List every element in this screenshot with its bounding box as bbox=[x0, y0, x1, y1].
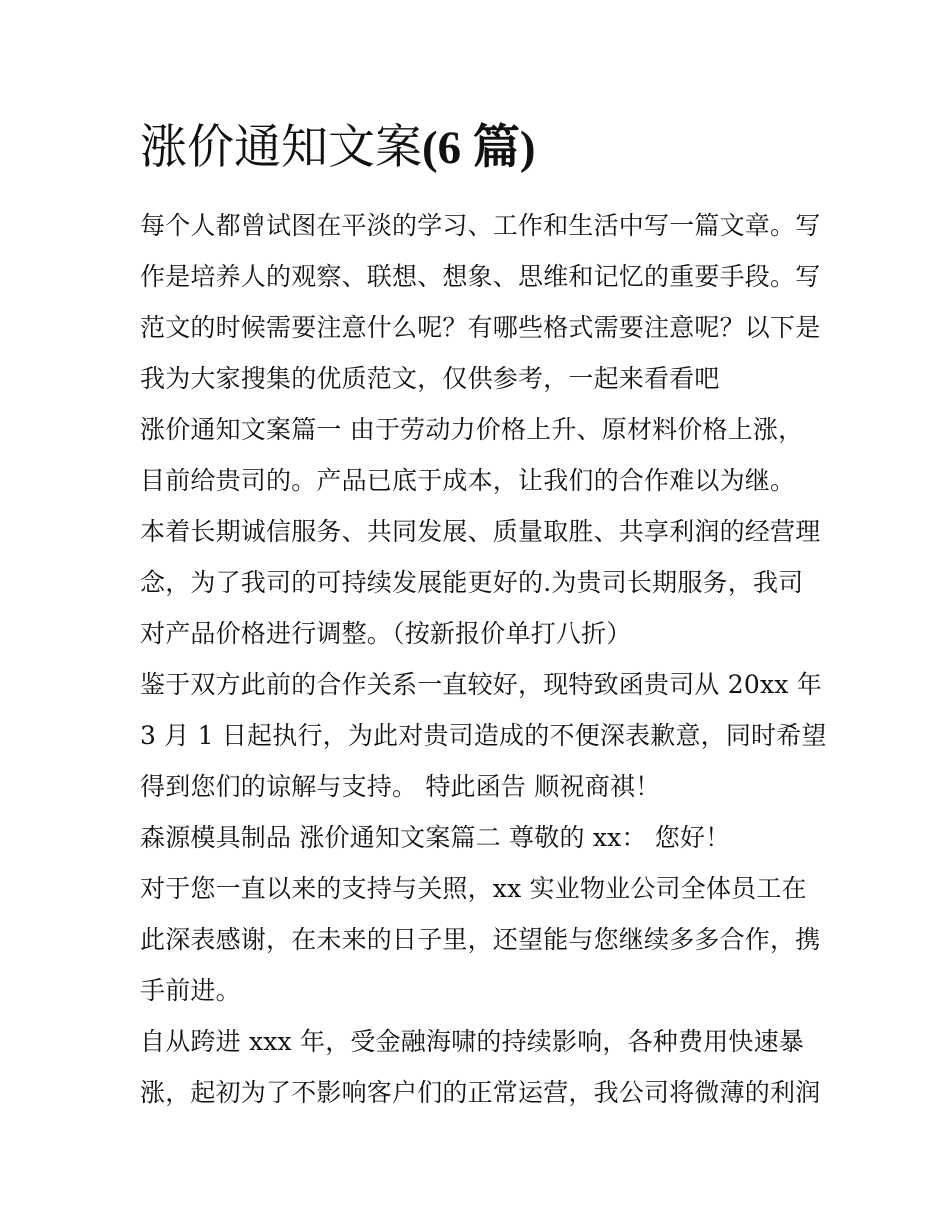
title-main: 涨价通知文案 bbox=[140, 120, 422, 175]
text-line: 涨价通知文案篇一 由于劳动力价格上升、原材料价格上涨， bbox=[140, 415, 804, 444]
text-line: 每个人都曾试图在平淡的学习、工作和生活中写一篇文章。写 bbox=[140, 211, 821, 240]
body-text bbox=[140, 200, 827, 1118]
text-line: 范文的时候需要注意什么呢？有哪些格式需要注意呢？以下是 bbox=[140, 313, 821, 342]
text-line: 鉴于双方此前的合作关系一直较好，现特致函贵司从 20xx 年 bbox=[140, 670, 822, 699]
page-title bbox=[140, 118, 536, 178]
text-line: 此深表感谢，在未来的日子里，还望能与您继续多多合作，携 bbox=[140, 925, 821, 954]
text-line: 我为大家搜集的优质范文，仅供参考，一起来看看吧 bbox=[140, 364, 720, 393]
text-line: 3 月 1 日起执行，为此对贵司造成的不便深表歉意，同时希望 bbox=[140, 721, 827, 750]
text-line: 得到您们的谅解与支持。 特此函告 顺祝商祺！ bbox=[140, 772, 661, 801]
text-line: 森源模具制品 涨价通知文案篇二 尊敬的 xx： 您好！ bbox=[140, 823, 731, 852]
text-line: 对产品价格进行调整。（按新报价单打八折） bbox=[140, 619, 632, 648]
text-line: 自从跨进 xxx 年，受金融海啸的持续影响，各种费用快速暴 bbox=[140, 1027, 804, 1056]
text-line: 念，为了我司的可持续发展能更好的.为贵司长期服务，我司 bbox=[140, 568, 804, 597]
text-line: 涨，起初为了不影响客户们的正常运营，我公司将微薄的利润 bbox=[140, 1078, 821, 1107]
text-line: 目前给贵司的。产品已底于成本，让我们的合作难以为继。 bbox=[140, 466, 796, 495]
title-suffix: (6 篇) bbox=[422, 122, 536, 174]
text-line: 作是培养人的观察、联想、想象、思维和记忆的重要手段。写 bbox=[140, 262, 821, 291]
text-line: 对于您一直以来的支持与关照，xx 实业物业公司全体员工在 bbox=[140, 874, 807, 903]
text-line: 本着长期诚信服务、共同发展、质量取胜、共享利润的经营理 bbox=[140, 517, 821, 546]
text-line: 手前进。 bbox=[140, 976, 241, 1005]
